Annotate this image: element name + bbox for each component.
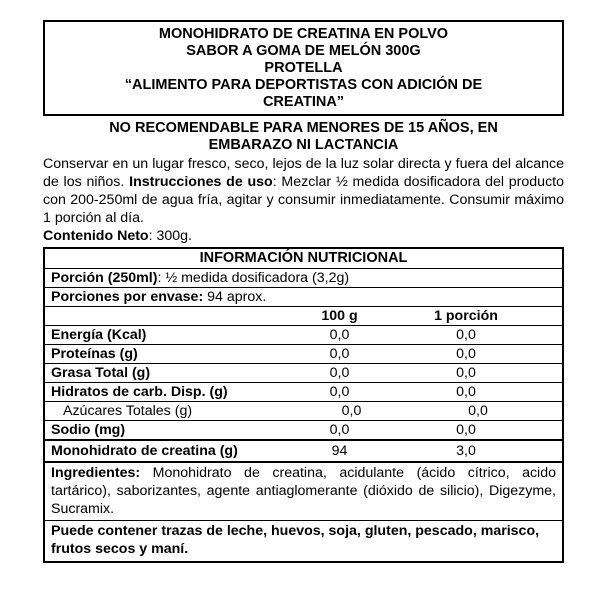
nutrient-row-protein [45,345,562,364]
nutrient-name: Azúcares Totales (g) [63,403,193,419]
product-name: MONOHIDRATO DE CREATINA EN POLVO [158,26,449,42]
nutrient-row-sodium [45,421,562,441]
nutrient-row-fat [45,364,562,383]
nutrient-value-portion: 3,0 [456,443,476,459]
instructions-text: : Mezclar ½ medida dosificadora del producto con 200-250ml de agua fría, agitar y consumir inmediatamente. Consumir máximo 1 porción al día. [43,174,564,226]
nutrient-row-energy [45,326,562,345]
nutrient-name: Monohidrato de creatina (g) [51,443,238,459]
net-content-value: : 300g. [148,228,192,244]
servings-value: 94 aprox. [203,289,267,305]
nutrition-title: INFORMACIÓN NUTRICIONAL [45,249,562,269]
column-header-row [45,307,562,326]
warning-line-2: EMBARAZO NI LACTANCIA [208,137,399,153]
nutrient-row-creatine [45,441,562,463]
product-title-box [43,20,564,116]
nutrient-value-100g: 0,0 [341,403,362,419]
nutrient-value-100g: 0,0 [329,422,350,438]
nutrient-value-100g: 0,0 [329,346,350,362]
nutrient-value-portion: 0,0 [456,365,476,381]
nutrient-name: Sodio (mg) [51,422,126,438]
net-content-label: Contenido Neto [43,228,149,244]
nutrient-value-portion: 0,0 [456,346,476,362]
product-label [43,20,564,563]
nutrient-name: Grasa Total (g) [51,365,151,381]
portion-value: : ½ medida dosificadora (3,2g) [157,270,350,286]
product-category-cont: CREATINA” [262,94,345,110]
nutrient-value-100g: 0,0 [329,327,350,343]
product-category: “ALIMENTO PARA DEPORTISTAS CON ADICIÓN DE [124,77,483,93]
nutrient-name: Proteínas (g) [51,346,138,362]
nutrient-name: Hidratos de carb. Disp. (g) [51,384,228,400]
servings-row [45,288,562,307]
nutrient-value-portion: 0,0 [456,422,476,438]
ingredients-label: Ingredientes: [51,465,141,481]
nutrient-row-sugars [45,402,562,421]
column-header-portion: 1 porción [434,308,498,324]
nutrition-table [43,247,564,563]
nutrient-value-portion: 0,0 [456,384,476,400]
nutrient-row-carbs [45,383,562,402]
ingredients-text: Monohidrato de creatina, acidulante (ácido cítrico, acido tartárico), saborizantes, agente antiaglomerante (dióxido de silicio), Digezyme, Sucramix. [51,465,556,517]
servings-label: Porciones por envase: [51,289,204,305]
nutrient-value-100g: 94 [331,443,348,459]
storage-text: Conservar en un lugar fresco, seco, lejos de la luz solar directa y fuera del alcance de los niños. [43,156,564,190]
nutrient-value-portion: 0,0 [456,327,476,343]
product-flavor: SABOR A GOMA DE MELÓN 300G [186,43,421,59]
nutrient-value-100g: 0,0 [329,365,350,381]
nutrient-name: Energía (Kcal) [51,327,147,343]
nutrient-value-100g: 0,0 [329,384,350,400]
warning-text [43,120,564,154]
warning-line-1: NO RECOMENDABLE PARA MENORES DE 15 AÑOS, EN [109,120,498,136]
portion-label: Porción (250ml) [51,270,158,286]
nutrient-value-portion: 0,0 [468,403,488,419]
column-header-100g: 100 g [321,308,358,324]
portion-row [45,269,562,288]
allergen-warning: Puede contener trazas de leche, huevos, soja, gluten, pescado, marisco, frutos secos y maní. [45,520,562,561]
column-header-blank [51,307,278,325]
ingredients-section [45,463,562,520]
brand-name: PROTELLA [264,60,343,76]
usage-description [43,155,564,245]
instructions-label: Instrucciones de uso [129,174,273,190]
